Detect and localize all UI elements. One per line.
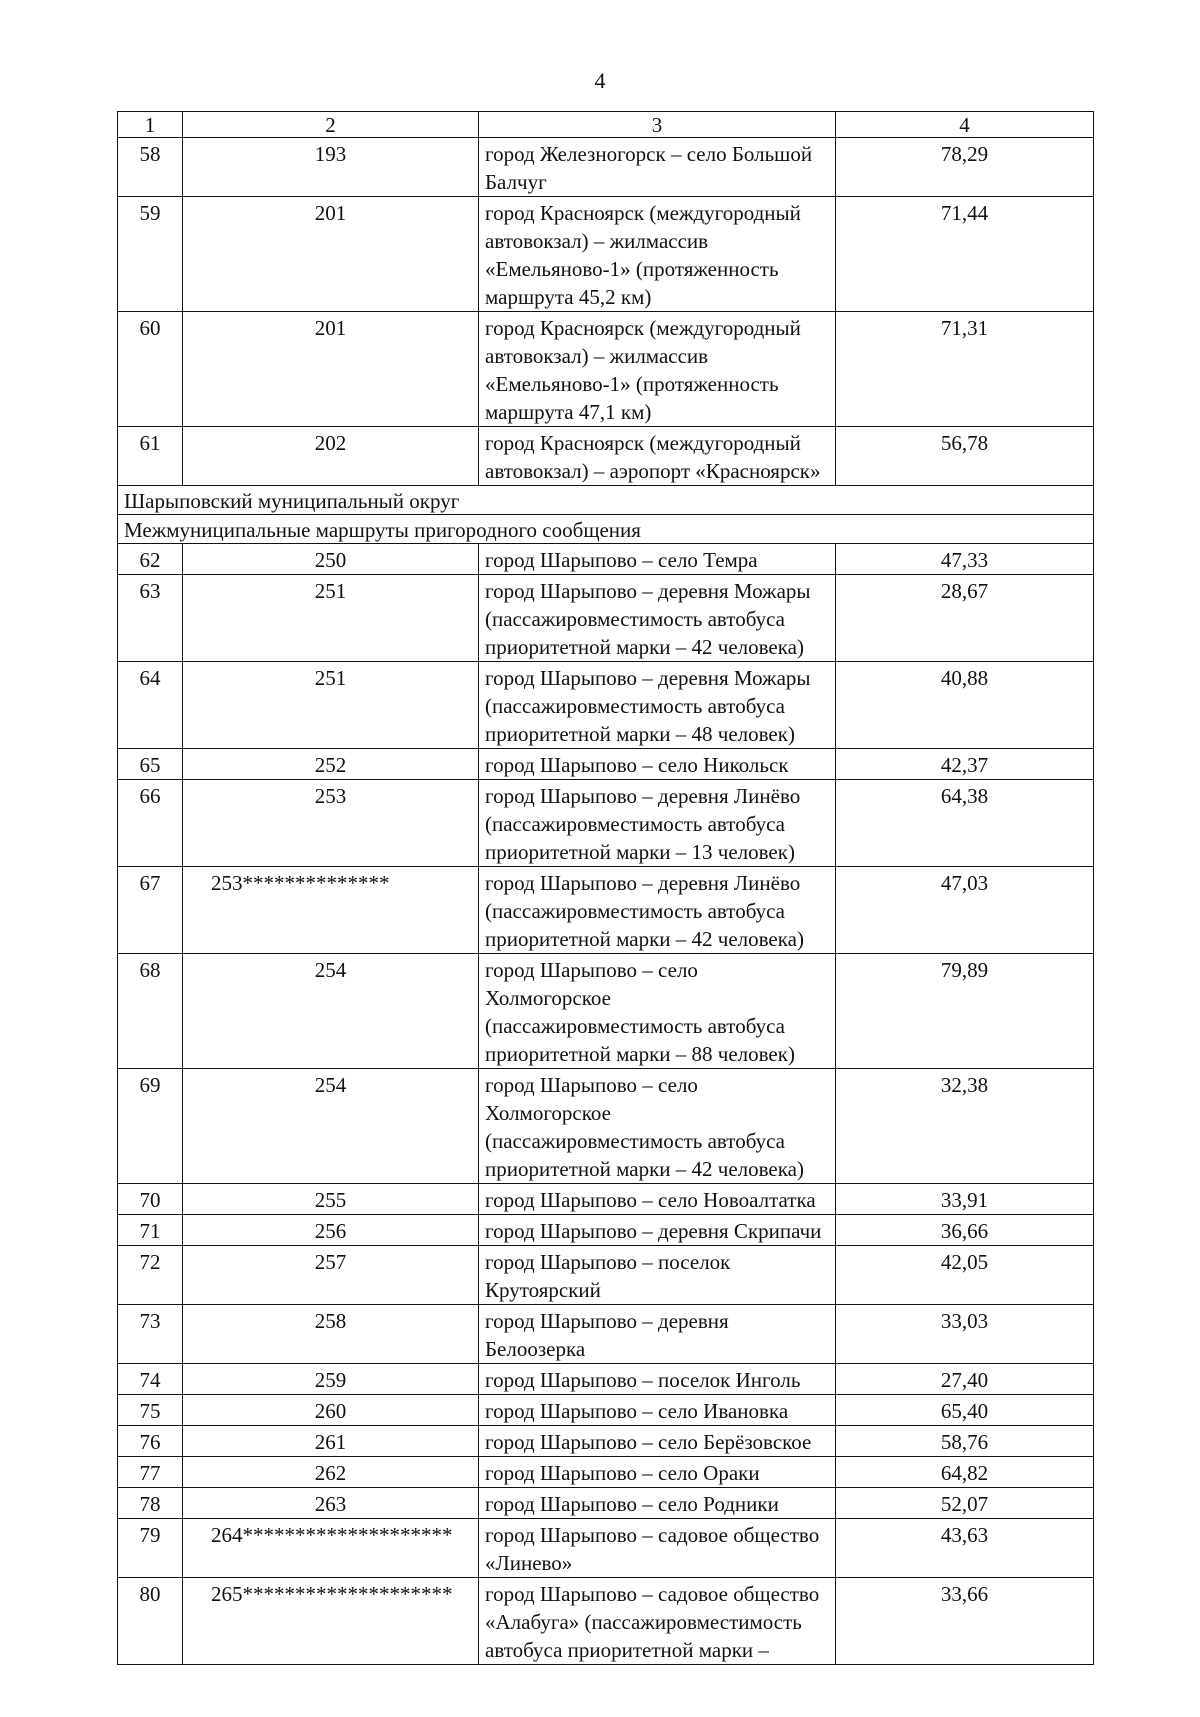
table-row [118, 954, 1094, 1069]
route-description: город Шарыпово – село Берёзовское [479, 1426, 836, 1457]
route-value: 33,66 [836, 1578, 1094, 1665]
route-description: город Шарыпово – село Ивановка [479, 1395, 836, 1426]
row-number: 78 [118, 1488, 183, 1519]
route-value: 79,89 [836, 954, 1094, 1069]
route-number: 253 [183, 780, 479, 867]
route-number: 251 [183, 662, 479, 749]
row-number: 65 [118, 749, 183, 780]
column-header: 1 [118, 112, 183, 138]
table-row [118, 867, 1094, 954]
route-value: 64,38 [836, 780, 1094, 867]
table-row [118, 1246, 1094, 1305]
route-value: 33,91 [836, 1184, 1094, 1215]
row-number: 71 [118, 1215, 183, 1246]
row-number: 58 [118, 138, 183, 197]
row-number: 75 [118, 1395, 183, 1426]
route-number: 265******************** [183, 1578, 479, 1665]
route-number: 258 [183, 1305, 479, 1364]
table-row [118, 197, 1094, 312]
section-row [118, 486, 1094, 515]
table-row [118, 544, 1094, 575]
route-description: город Шарыпово – село Холмогорское (пассажировместимость автобуса приоритетной марки – 42 человека) [479, 1069, 836, 1184]
route-description: город Шарыпово – село Темра [479, 544, 836, 575]
route-number: 201 [183, 197, 479, 312]
route-number: 254 [183, 954, 479, 1069]
route-description: город Шарыпово – деревня Можары (пассажировместимость автобуса приоритетной марки – 42 человека) [479, 575, 836, 662]
route-value: 33,03 [836, 1305, 1094, 1364]
table-row [118, 1426, 1094, 1457]
row-number: 64 [118, 662, 183, 749]
row-number: 68 [118, 954, 183, 1069]
table-row [118, 138, 1094, 197]
table-row [118, 427, 1094, 486]
route-description: город Шарыпово – садовое общество «Алабуга» (пассажировместимость автобуса приоритетной марки – [479, 1578, 836, 1665]
table-header-row [118, 112, 1094, 138]
table-row [118, 575, 1094, 662]
routes-table [117, 111, 1094, 1665]
row-number: 72 [118, 1246, 183, 1305]
route-value: 71,44 [836, 197, 1094, 312]
table-row [118, 1519, 1094, 1578]
row-number: 67 [118, 867, 183, 954]
route-description: город Железногорск – село Большой Балчуг [479, 138, 836, 197]
route-number: 251 [183, 575, 479, 662]
table-row [118, 1069, 1094, 1184]
row-number: 66 [118, 780, 183, 867]
route-number: 255 [183, 1184, 479, 1215]
table-row [118, 1395, 1094, 1426]
route-value: 52,07 [836, 1488, 1094, 1519]
table-row [118, 780, 1094, 867]
route-description: город Шарыпово – село Холмогорское (пассажировместимость автобуса приоритетной марки – 88 человек) [479, 954, 836, 1069]
page-number: 4 [594, 68, 606, 93]
district-heading: Шарыповский муниципальный округ [118, 486, 1094, 515]
route-value: 64,82 [836, 1457, 1094, 1488]
route-description: город Шарыпово – село Родники [479, 1488, 836, 1519]
row-number: 61 [118, 427, 183, 486]
column-header: 4 [836, 112, 1094, 138]
route-value: 58,76 [836, 1426, 1094, 1457]
route-number: 252 [183, 749, 479, 780]
route-number: 201 [183, 312, 479, 427]
route-description: город Шарыпово – деревня Линёво (пассажировместимость автобуса приоритетной марки – 42 человека) [479, 867, 836, 954]
route-value: 40,88 [836, 662, 1094, 749]
table-row [118, 1488, 1094, 1519]
table-row [118, 1364, 1094, 1395]
route-number: 261 [183, 1426, 479, 1457]
route-value: 47,33 [836, 544, 1094, 575]
route-description: город Красноярск (междугородный автовокзал) – жилмассив «Емельяново-1» (протяженность маршрута 45,2 км) [479, 197, 836, 312]
route-value: 43,63 [836, 1519, 1094, 1578]
column-header: 2 [183, 112, 479, 138]
route-description: город Шарыпово – село Никольск [479, 749, 836, 780]
route-value: 27,40 [836, 1364, 1094, 1395]
route-description: город Шарыпово – деревня Скрипачи [479, 1215, 836, 1246]
column-header: 3 [479, 112, 836, 138]
route-category-heading: Межмуниципальные маршруты пригородного сообщения [118, 515, 1094, 544]
route-value: 42,37 [836, 749, 1094, 780]
route-number: 259 [183, 1364, 479, 1395]
route-number: 263 [183, 1488, 479, 1519]
route-value: 32,38 [836, 1069, 1094, 1184]
route-value: 36,66 [836, 1215, 1094, 1246]
route-number: 193 [183, 138, 479, 197]
route-number: 256 [183, 1215, 479, 1246]
row-number: 59 [118, 197, 183, 312]
row-number: 63 [118, 575, 183, 662]
route-value: 47,03 [836, 867, 1094, 954]
row-number: 70 [118, 1184, 183, 1215]
table-row [118, 1457, 1094, 1488]
route-description: город Шарыпово – поселок Инголь [479, 1364, 836, 1395]
route-number: 260 [183, 1395, 479, 1426]
row-number: 74 [118, 1364, 183, 1395]
route-value: 28,67 [836, 575, 1094, 662]
row-number: 79 [118, 1519, 183, 1578]
route-number: 264******************** [183, 1519, 479, 1578]
route-value: 71,31 [836, 312, 1094, 427]
route-number: 254 [183, 1069, 479, 1184]
table-row [118, 662, 1094, 749]
route-value: 42,05 [836, 1246, 1094, 1305]
table-row [118, 1215, 1094, 1246]
row-number: 69 [118, 1069, 183, 1184]
table-row [118, 1305, 1094, 1364]
route-description: город Шарыпово – деревня Можары (пассажировместимость автобуса приоритетной марки – 48 человек) [479, 662, 836, 749]
row-number: 60 [118, 312, 183, 427]
route-number: 257 [183, 1246, 479, 1305]
table-row [118, 749, 1094, 780]
route-number: 253************** [183, 867, 479, 954]
route-description: город Шарыпово – деревня Линёво (пассажировместимость автобуса приоритетной марки – 13 человек) [479, 780, 836, 867]
route-number: 262 [183, 1457, 479, 1488]
row-number: 76 [118, 1426, 183, 1457]
route-description: город Шарыпово – поселок Крутоярский [479, 1246, 836, 1305]
route-description: город Шарыпово – село Новоалтатка [479, 1184, 836, 1215]
route-number: 202 [183, 427, 479, 486]
section-row [118, 515, 1094, 544]
table-row [118, 1184, 1094, 1215]
route-value: 65,40 [836, 1395, 1094, 1426]
route-value: 56,78 [836, 427, 1094, 486]
route-description: город Шарыпово – деревня Белоозерка [479, 1305, 836, 1364]
route-description: город Шарыпово – село Ораки [479, 1457, 836, 1488]
row-number: 77 [118, 1457, 183, 1488]
table-row [118, 312, 1094, 427]
row-number: 73 [118, 1305, 183, 1364]
route-value: 78,29 [836, 138, 1094, 197]
row-number: 80 [118, 1578, 183, 1665]
route-description: город Шарыпово – садовое общество «Линево» [479, 1519, 836, 1578]
route-description: город Красноярск (междугородный автовокзал) – аэропорт «Красноярск» [479, 427, 836, 486]
row-number: 62 [118, 544, 183, 575]
route-number: 250 [183, 544, 479, 575]
table-row [118, 1578, 1094, 1665]
route-description: город Красноярск (междугородный автовокзал) – жилмассив «Емельяново-1» (протяженность маршрута 47,1 км) [479, 312, 836, 427]
